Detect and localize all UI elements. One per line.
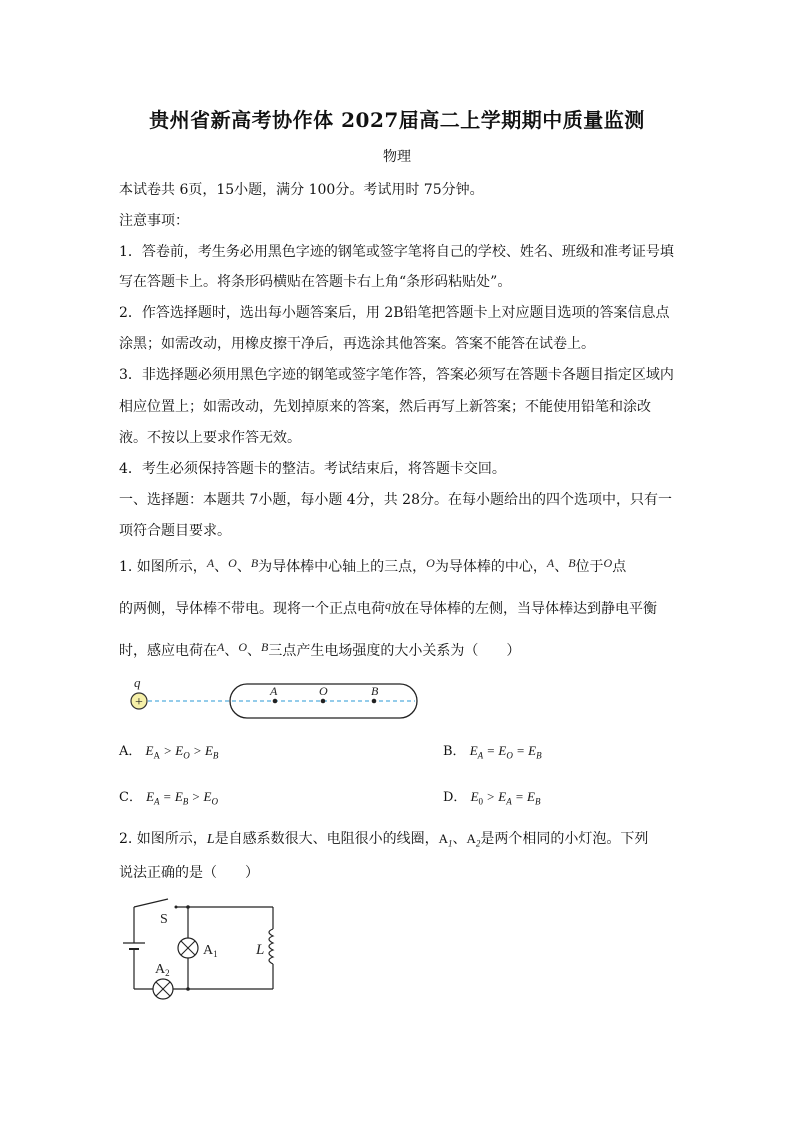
switch-blade: [134, 899, 168, 907]
point-A-dot: [273, 699, 278, 704]
charge-label: q: [134, 675, 141, 690]
notice-3-line-1: 3．非选择题必须用黑色字迹的钢笔或签字笔作答，答案必须写在答题卡各题目指定区域内: [119, 367, 674, 383]
notice-3-line-2: 相应位置上；如需改动，先划掉原来的答案，然后再写上新答案；不能使用铅笔和涂改: [119, 399, 651, 415]
notice-heading: 注意事项：: [119, 213, 189, 229]
notice-2-line-2: 涂黑；如需改动，用橡皮擦干净后，再选涂其他答案。答案不能答在试卷上。: [119, 336, 595, 352]
q1-line-3: 时，感应电荷在A、O、B三点产生电场强度的大小关系为（ ）: [119, 640, 521, 659]
exam-info: 本试卷共 6页，15小题，满分 100分。考试用时 75分钟。: [119, 182, 484, 198]
plus-sign: +: [135, 695, 143, 710]
q2-line-1: 2. 如图所示，L是自感系数很大、电阻很小的线圈，$A_1$、$A_2$是两个相同的小灯泡。下列: [119, 831, 649, 849]
inductor-coil-icon: [269, 929, 273, 964]
q1-option-b[interactable]: B． $E_A = E_O = E_B$: [443, 743, 542, 761]
q1-figure: [125, 672, 425, 722]
q1-option-a[interactable]: A． $E_A > E_O > E_B$: [119, 743, 219, 761]
notice-3-line-3: 液。不按以上要求作答无效。: [119, 430, 301, 446]
q2-line-2: 说法正确的是（ ）: [119, 865, 259, 881]
q1-option-c[interactable]: C． $E_A = E_B > E_O$: [119, 789, 218, 807]
lamp-a1-label: $A_1$: [203, 943, 218, 959]
notice-1-line-1: 1．答卷前，考生务必用黑色字迹的钢笔或签字笔将自己的学校、姓名、班级和准考证号填: [119, 244, 674, 260]
inductor-label: L: [256, 942, 265, 958]
section-1-line-1: 一、选择题：本题共 7小题，每小题 4分，共 28分。在每小题给出的四个选项中，只有一: [119, 492, 672, 508]
point-O-dot: [321, 699, 326, 704]
page-title: 贵州省新高考协作体 2027届高二上学期期中质量监测: [149, 108, 645, 132]
lamp-a2-label: $A_2$: [155, 962, 170, 978]
q1-option-d[interactable]: D． $E_0 > E_A = E_B$: [443, 789, 541, 807]
point-B-label: B: [371, 684, 379, 698]
q1-line-2: 的两侧，导体棒不带电。现将一个正点电荷q放在导体棒的左侧，当导体棒达到静电平衡: [119, 598, 657, 617]
point-O-label: O: [319, 684, 328, 698]
section-1-line-2: 项符合题目要求。: [119, 523, 231, 539]
subject-label: 物理: [383, 149, 411, 165]
point-A-label: A: [270, 684, 278, 698]
notice-4: 4．考生必须保持答题卡的整洁。考试结束后，将答题卡交回。: [119, 461, 506, 477]
point-B-dot: [372, 699, 377, 704]
notice-2-line-1: 2．作答选择题时，选出每小题答案后，用 2B铅笔把答题卡上对应题目选项的答案信息点: [119, 305, 670, 321]
q2-circuit-figure: [118, 893, 288, 1001]
q1-line-1: 1. 如图所示，A、O、B为导体棒中心轴上的三点，O为导体棒的中心，A、B位于O点: [119, 556, 627, 575]
notice-1-line-2: 写在答题卡上。将条形码横贴在答题卡右上角“条形码粘贴处”。: [119, 274, 512, 290]
switch-label: S: [160, 912, 168, 927]
